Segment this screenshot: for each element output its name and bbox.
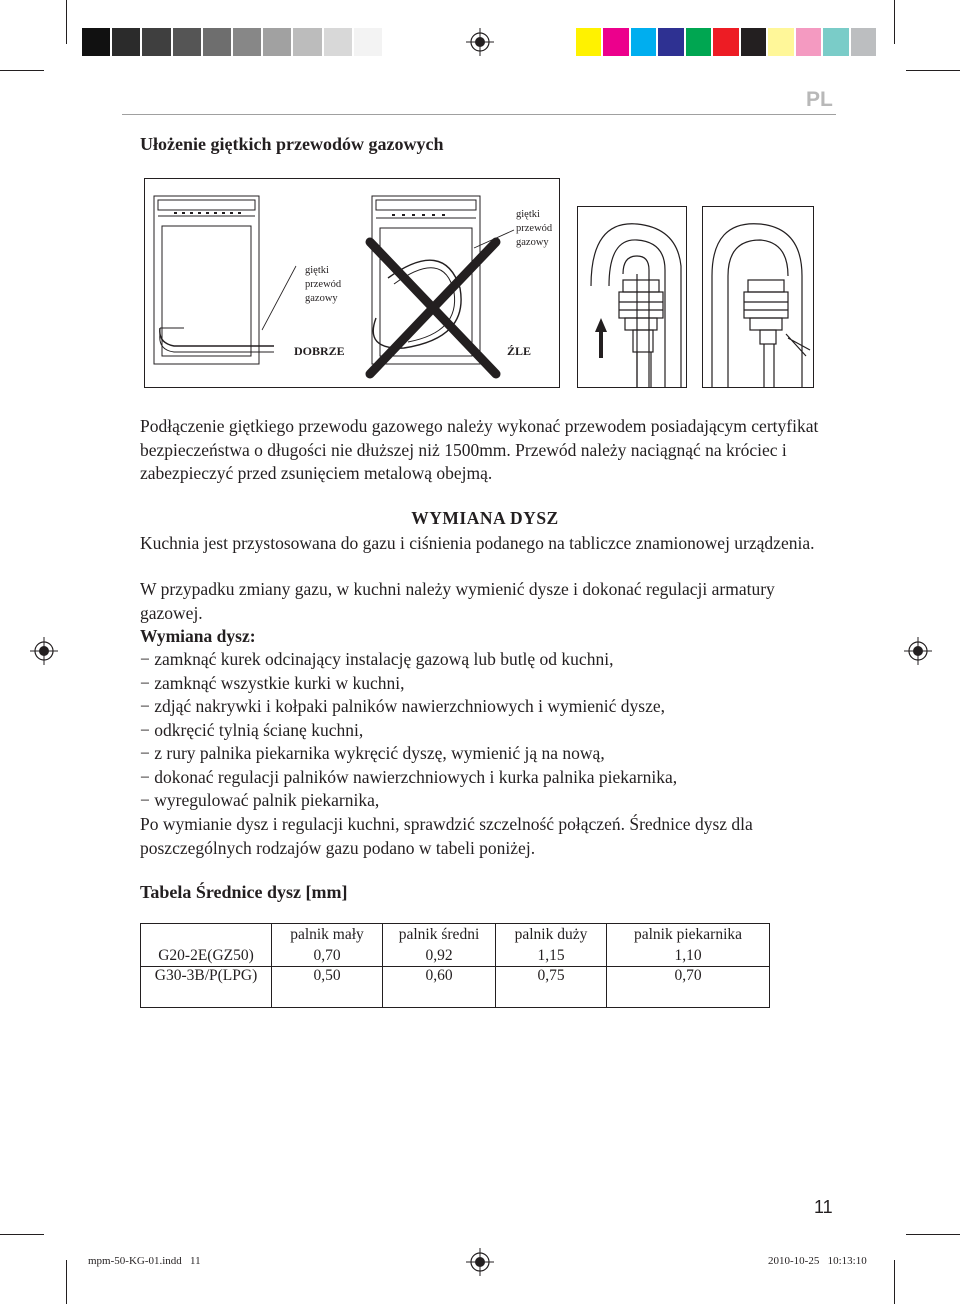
list-item: − wyregulować palnik piekarnika, <box>140 790 380 810</box>
table-cell: 0,75 <box>496 967 607 1008</box>
table-row <box>141 967 770 1008</box>
registration-mark-top <box>466 28 494 56</box>
crop-mark <box>906 1234 960 1235</box>
list-item: − z rury palnika piekarnika wykręcić dyszę, wymienić ją na nową, <box>140 743 605 763</box>
list-item: − odkręcić tylnią ścianę kuchni, <box>140 719 364 740</box>
color-swatch <box>796 28 821 56</box>
closing-paragraph: Po wymianie dysz i regulacji kuchni, sprawdzić szczelność połączeń. Średnice dysz dla poszczególnych rodzajów gazu podano w tabeli poniżej. <box>140 814 753 858</box>
crop-mark <box>0 1234 44 1235</box>
crop-mark <box>894 0 895 44</box>
table-cell: 0,50 <box>272 967 383 1008</box>
color-swatch <box>293 28 321 56</box>
color-swatch <box>631 28 656 56</box>
table-cell: 0,92 <box>383 945 496 967</box>
color-swatch <box>233 28 261 56</box>
hose-installation-figure <box>144 178 560 388</box>
crop-mark <box>66 1260 67 1304</box>
table-cell: palnik duży <box>496 924 607 946</box>
table-header-row <box>141 924 770 946</box>
section-title: WYMIANA DYSZ <box>411 508 559 528</box>
page-heading: Ułożenie giętkich przewodów gazowych <box>140 134 444 154</box>
crop-mark <box>906 70 960 71</box>
section-paragraph-1: Kuchnia jest przystosowana do gazu i ciśnienia podanego na tabliczce znamionowej urządzenia. <box>140 533 815 553</box>
color-calibration-bar <box>576 28 878 56</box>
table-cell: 1,15 <box>496 945 607 967</box>
bad-label: ŹLE <box>507 344 532 358</box>
color-swatch <box>741 28 766 56</box>
color-swatch <box>603 28 628 56</box>
color-swatch <box>142 28 170 56</box>
nozzle-table <box>140 923 770 1008</box>
color-swatch <box>354 28 382 56</box>
color-swatch <box>263 28 291 56</box>
steps-list <box>140 648 830 813</box>
list-item: − zdjąć nakrywki i kołpaki palników nawierzchniowych i wymienić dysze, <box>140 696 665 716</box>
table-cell: 0,70 <box>607 967 770 1008</box>
color-swatch <box>713 28 738 56</box>
hose-label-right: giętki przewód gazowy <box>516 209 553 248</box>
table-title: Tabela Średnice dysz [mm] <box>140 882 348 902</box>
registration-mark-left <box>30 637 58 665</box>
registration-mark-bottom <box>466 1248 494 1276</box>
color-swatch <box>203 28 231 56</box>
color-swatch <box>851 28 876 56</box>
crop-mark <box>0 70 44 71</box>
header-rule <box>122 114 836 115</box>
color-swatch <box>658 28 683 56</box>
registration-mark-right <box>904 637 932 665</box>
footer-file-name: mpm-50-KG-01.indd 11 <box>88 1255 201 1267</box>
table-cell <box>141 924 272 946</box>
table-cell: G20-2E(GZ50) <box>141 945 272 967</box>
intro-paragraph: Podłączenie giętkiego przewodu gazowego należy wykonać przewodem posiadającym certyfikat bezpieczeństwa o długości nie dłuższej niż 1500mm. Przewód należy naciągnąć na króciec i zabezpieczyć przed zsunięciem metalową obejmą. <box>140 416 819 483</box>
list-item: − zamknąć kurek odcinający instalację gazową lub butlę od kuchni, <box>140 649 614 669</box>
footer-timestamp: 2010-10-25 10:13:10 <box>768 1255 867 1267</box>
table-cell: palnik mały <box>272 924 383 946</box>
hose-connector-figure-right <box>702 206 814 388</box>
table-cell: 0,60 <box>383 967 496 1008</box>
crop-mark <box>66 0 67 44</box>
color-swatch <box>173 28 201 56</box>
hose-connector-figure-left <box>577 206 687 388</box>
table-cell: 0,70 <box>272 945 383 967</box>
table-cell: G30-3B/P(LPG) <box>141 967 272 1008</box>
table-cell: palnik średni <box>383 924 496 946</box>
page-number: 11 <box>814 1197 833 1217</box>
color-swatch <box>768 28 793 56</box>
list-item: − zamknąć wszystkie kurki w kuchni, <box>140 672 405 693</box>
good-label: DOBRZE <box>294 344 345 358</box>
steps-title: Wymiana dysz: <box>140 626 256 646</box>
language-tag: PL <box>806 88 833 111</box>
color-swatch <box>324 28 352 56</box>
crop-mark <box>894 1260 895 1304</box>
table-cell: palnik piekarnika <box>607 924 770 946</box>
table-row <box>141 945 770 967</box>
color-swatch <box>823 28 848 56</box>
color-swatch <box>576 28 601 56</box>
color-swatch <box>112 28 140 56</box>
section-paragraph-2: W przypadku zmiany gazu, w kuchni należy wymienić dysze i dokonać regulacji armatury gazowej. <box>140 579 775 623</box>
color-swatch <box>82 28 110 56</box>
list-item: − dokonać regulacji palników nawierzchniowych i kurka palnika piekarnika, <box>140 766 678 787</box>
hose-label-left: giętki przewód gazowy <box>305 265 342 304</box>
color-swatch <box>686 28 711 56</box>
gray-calibration-bar <box>82 28 384 56</box>
table-cell: 1,10 <box>607 945 770 967</box>
